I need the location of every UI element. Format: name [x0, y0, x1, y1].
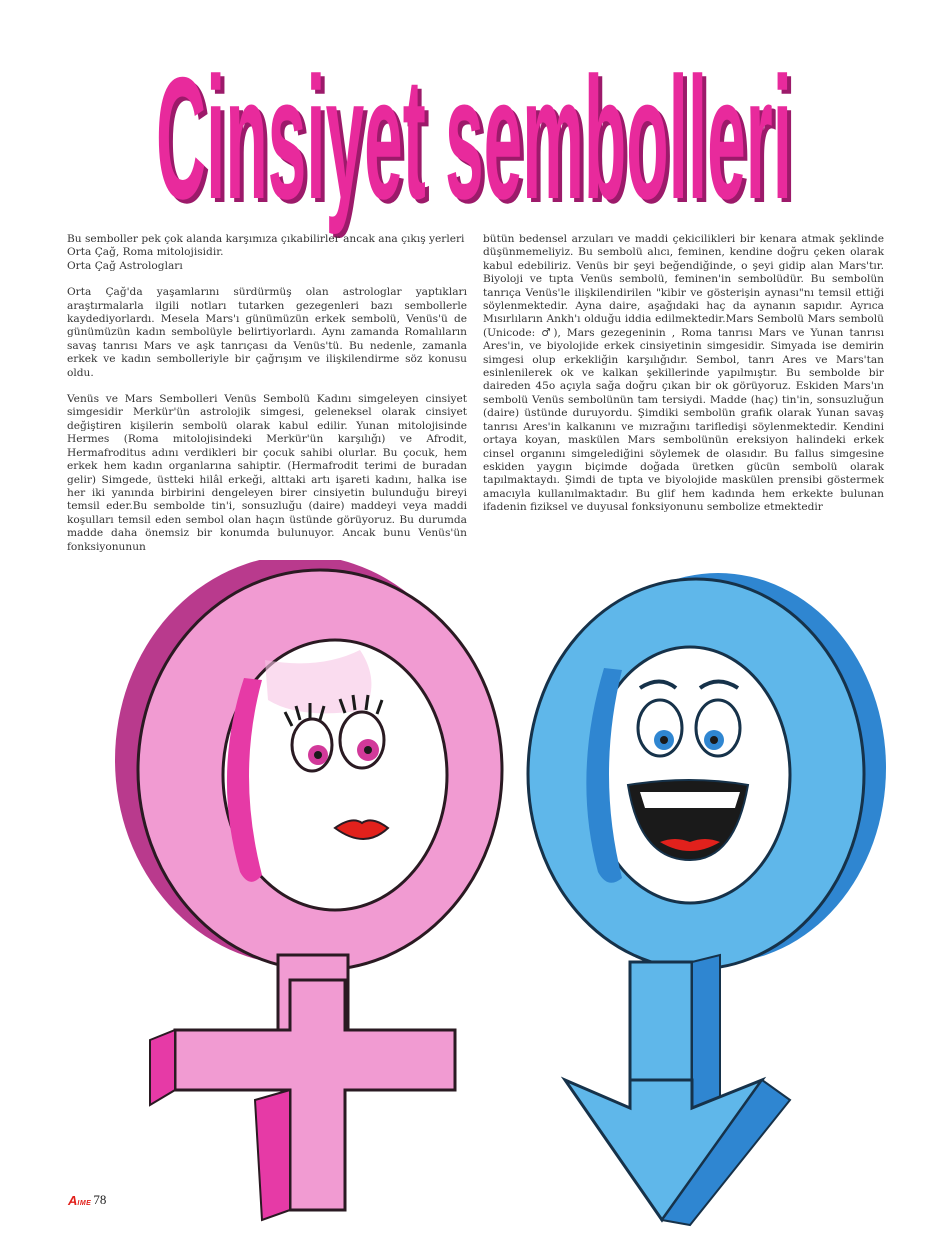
page-footer [68, 1190, 106, 1210]
logo-small: IME [77, 1199, 92, 1207]
right-column [483, 233, 884, 515]
left-column [67, 233, 467, 554]
intro-line-3: Orta Çağ Astrologları [67, 259, 183, 272]
intro-line-1: Bu semboller pek çok alanda karşımıza çıkabilirler ancak ana çıkış yerleri [67, 233, 465, 245]
title-shadow: Cinsiyet sembolleri [160, 45, 796, 238]
illustration [0, 560, 950, 1230]
page-title [0, 38, 950, 238]
venus-symbol-cartoon [115, 560, 502, 1220]
mars-paragraph: bütün bedensel arzuları ve maddi çekicilikleri bir kenara atmak şeklinde düşünmemeliyiz. Bu sembolü alıcı, feminen, kendine doğru çeken olarak kabul edebiliriz. Venüs bir şeyi beğendiğinde, o şeyi gidip alan Mars'tır. Biyoloji ve tıpta Venüs sembolü, feminen'in sembolüdür. Bu sembolün tanrıça Venüs'le ilişkilendirilen "kibir ve gösterişin aynası"nı temsil ettiği söylenmektedir. Ayna daire, aşağıdaki haç da aynanın sapıdır. Ayrıca Mısırlıların Ankh'ı olduğu iddia edilmektedir.Mars Sembolü Mars sembolü (Unicode: ♂), Mars gezegeninin , Roma tanrısı Mars ve Yunan tanrısı Ares'in, ve biyolojide erkek cinsiyetinin simgesidir. Simyada ise demirin simgesi olup erkekliğin karşılığıdır. Sembol, tanrı Ares ve Mars'tan esinlenilerek ok ve kalkan şekillerinde yapılmıştır. Bu sembolde bir daireden 45o açıyla sağa doğru çıkan bir ok görüyoruz. Eskiden Mars'ın sembolü Venüs sembolünün tam tersiydi. Madde (haç) tin'in, sonsuzluğun (daire) üstünde duruyordu. Şimdiki sembolün grafik olarak Yunan savaş tanrısı Ares'in kalkanını ve mızrağını tarifledişi söylenmektedir. Kendini ortaya koyan, maskülen Mars sembolünün ereksiyon halindeki erkek cinsel organını simgelediğini söylemek de olasıdır. Bu fallus simgesine eskiden yaygın biçimde doğada üretken gücün sembolü olarak tapılmaktaydı. Şimdi de tıpta ve biyolojide maskülen prensibi göstermek amacıyla kullanılmaktadır. Bu glif hem kadında hem erkekte bulunan ifadenin fiziksel ve duyusal fonksiyonunu sembolize etmektedir [483, 233, 884, 514]
title-text: Cinsiyet sembolleri [156, 41, 792, 235]
mars-symbol-cartoon [528, 573, 886, 1225]
intro-line-2: Orta Çağ, Roma mitolojisidir. [67, 246, 224, 259]
page-number: 78 [93, 1192, 107, 1207]
logo-letter: A [68, 1192, 78, 1208]
magazine-logo [68, 1193, 91, 1208]
astrologers-paragraph: Orta Çağ'da yaşamlarını sürdürmüş olan astrologlar yaptıkları araştırmalarla ilgili notları tutarken gezegenleri bazı sembollerle kaydediyorlardı. Mesela Mars'ı günümüzün erkek sembolü, Venüs'ü de günümüzün kadın sembolüyle belirtiyorlardı. Aynı zamanda Romalıların savaş tanrısı Mars ve aşk tanrıçası da Venüs'tü. Bu nedenle, zamanla erkek ve kadın sembolleriyle bir çağrışım ve ilişkilendirme söz konusu oldu. [67, 286, 467, 379]
venus-mars-paragraph: Venüs ve Mars Sembolleri Venüs Sembolü Kadını simgeleyen cinsiyet simgesidir Merkür'ün astrolojik simgesi, geleneksel olarak cinsiyet değiştiren kişilerin sembolü olarak kabul edilir. Yunan mitolojisinde Hermes (Roma mitolojisindeki Merkür'ün karşılığı) ve Afrodit, Hermafroditus adını verdikleri bir çocuk sahibi olurlar. Bu çocuk, hem erkek hem kadın organlarına sahiptir. (Hermafrodit terimi de buradan gelir) Simgede, üstteki hilâl erkeği, alttaki artı işareti kadını, halka ise her iki yanında birbirini dengeleyen birer cinsiyetin bulunduğu bireyi temsil eder.Bu sembolde tin'i, sonsuzluğu (daire) maddeyi veya maddi koşulları temsil eden sembol olan haçın üstünde görüyoruz. Bu durumda madde daha önemsiz bir konumda bulunuyor. Ancak bunu Venüs'ün fonksiyonunun [67, 393, 467, 553]
